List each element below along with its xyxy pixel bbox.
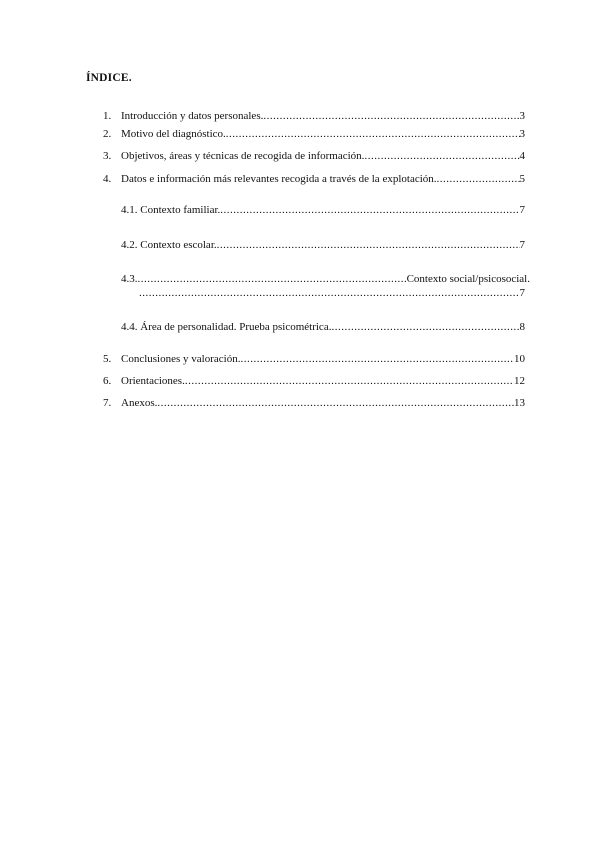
toc-leader-dots bbox=[364, 149, 519, 163]
toc-item-label: Introducción y datos personales. bbox=[121, 110, 264, 122]
toc-item-label: Objetivos, áreas y técnicas de recogida de información. bbox=[121, 150, 365, 162]
toc-item-entry bbox=[121, 109, 525, 123]
toc-item-page: 4 bbox=[519, 150, 525, 162]
toc-leader-dots bbox=[263, 109, 519, 123]
toc-subitem-prefix: 4.3. bbox=[121, 273, 138, 285]
toc-item-label: Anexos. bbox=[121, 397, 158, 409]
toc-leader-dots bbox=[220, 203, 519, 217]
toc-leader-dots bbox=[240, 352, 514, 366]
toc-subitem-page: 8 bbox=[519, 321, 525, 333]
toc-subitem-entry bbox=[121, 320, 525, 334]
toc-subitem-page: 7 bbox=[519, 287, 525, 299]
toc-item-entry bbox=[121, 149, 525, 163]
index-title: ÍNDICE. bbox=[86, 72, 132, 84]
toc-item-number: 6. bbox=[103, 375, 112, 387]
toc-subitem-entry bbox=[139, 286, 525, 300]
toc-item-page: 3 bbox=[519, 128, 525, 140]
toc-item-number: 2. bbox=[103, 128, 112, 140]
toc-subitem-page: 7 bbox=[519, 239, 525, 251]
toc-subitem-entry bbox=[121, 203, 525, 217]
toc-leader-dots bbox=[138, 272, 407, 286]
toc-subitem-entry bbox=[121, 238, 525, 252]
toc-item-number: 1. bbox=[103, 110, 112, 122]
toc-item-number: 7. bbox=[103, 397, 112, 409]
toc-leader-dots bbox=[139, 286, 520, 300]
toc-item-entry bbox=[121, 374, 525, 388]
toc-leader-dots bbox=[437, 172, 520, 186]
toc-leader-dots bbox=[331, 320, 519, 334]
toc-item-number: 5. bbox=[103, 353, 112, 365]
toc-item-label: Datos e información más relevantes recogida a través de la explotación. bbox=[121, 173, 437, 185]
toc-leader-dots bbox=[217, 238, 520, 252]
toc-item-entry bbox=[121, 172, 525, 186]
toc-item-number: 3. bbox=[103, 150, 112, 162]
toc-item-label: Orientaciones. bbox=[121, 375, 185, 387]
toc-item-entry bbox=[121, 127, 525, 141]
toc-item-page: 13 bbox=[514, 397, 525, 409]
toc-item-label: Motivo del diagnóstico. bbox=[121, 128, 226, 140]
toc-item-label: Conclusiones y valoración. bbox=[121, 353, 241, 365]
toc-subitem-label: 4.1. Contexto familiar. bbox=[121, 204, 221, 216]
toc-leader-dots bbox=[157, 396, 514, 410]
toc-subitem-entry bbox=[121, 272, 530, 286]
toc-item-entry bbox=[121, 396, 525, 410]
toc-subitem-label: 4.4. Área de personalidad. Prueba psicométrica. bbox=[121, 321, 332, 333]
toc-subitem-page: 7 bbox=[519, 204, 525, 216]
toc-item-entry bbox=[121, 352, 525, 366]
toc-item-page: 12 bbox=[514, 375, 525, 387]
toc-leader-dots bbox=[226, 127, 520, 141]
toc-leader-dots bbox=[185, 374, 514, 388]
toc-item-page: 10 bbox=[514, 353, 525, 365]
toc-subitem-label: 4.2. Contexto escolar. bbox=[121, 239, 217, 251]
toc-subitem-label: Contexto social/psicosocial. bbox=[406, 273, 530, 285]
toc-item-page: 3 bbox=[519, 110, 525, 122]
toc-item-page: 5 bbox=[519, 173, 525, 185]
toc-item-number: 4. bbox=[103, 173, 112, 185]
